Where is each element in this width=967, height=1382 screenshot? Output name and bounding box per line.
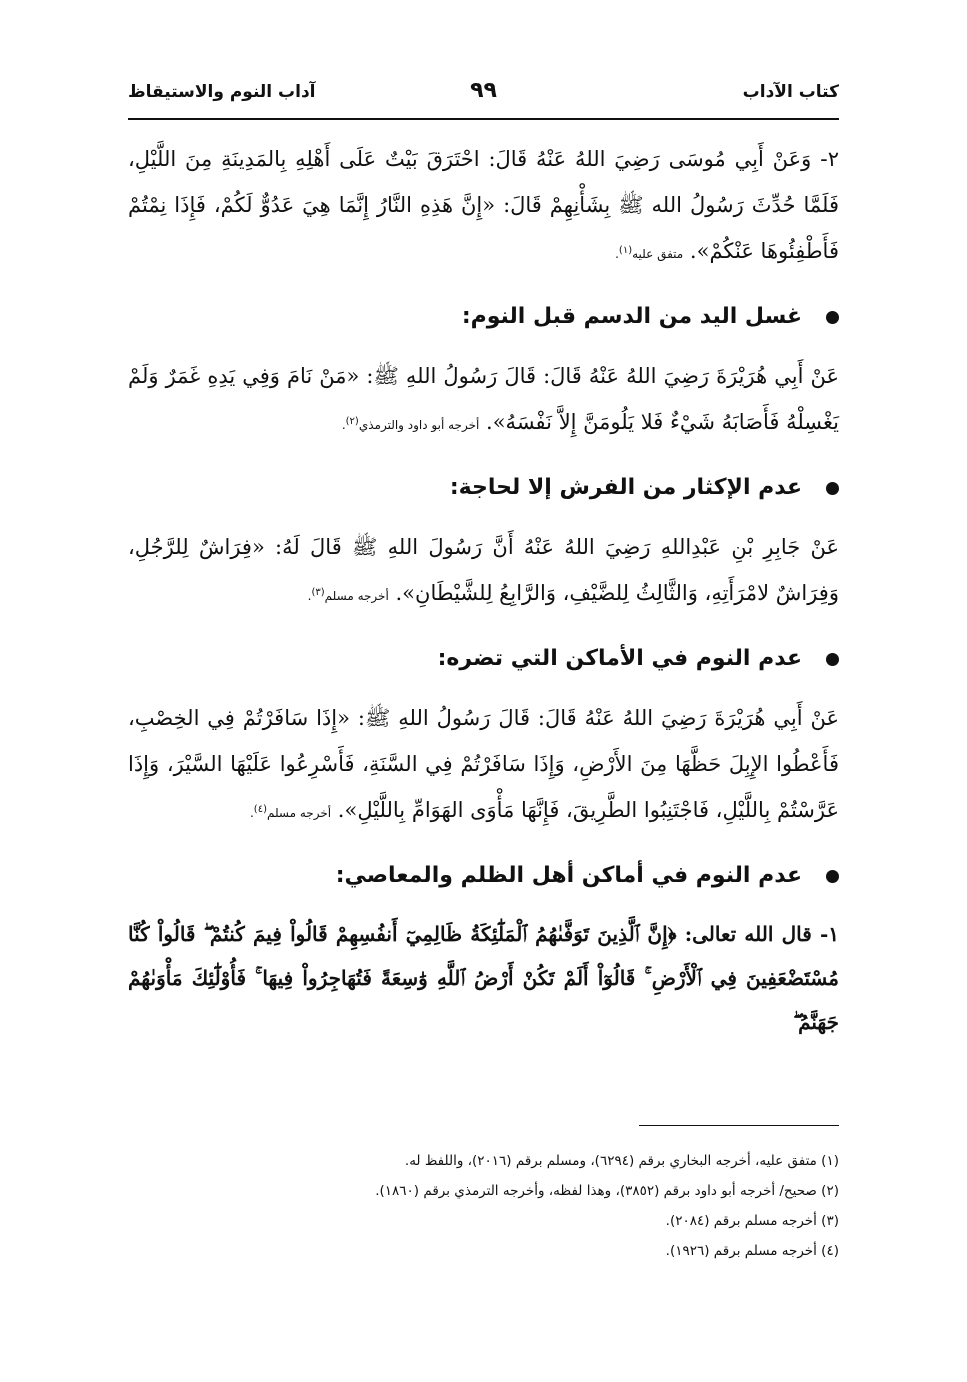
hadith-text: وَعَنْ أَبِي مُوسَى رَضِيَ اللهُ عَنْهُ قَالَ: احْتَرَقَ بَيْتٌ عَلَى أَهْلِهِ بِالمَدِينَةِ مِنَ اللَّيْلِ، فَلَمَّا حُدِّثَ رَسُولُ الله ﷺ بِشَأْنِهِمْ قَالَ: «إِنَّ هَذِهِ النَّارُ إِنَّمَا هِيَ عَدُوٌّ لَكُمْ، فَإِذَا نِمْتُمْ فَأَطْفِئُوهَا عَنْكُمْ». — [128, 147, 839, 263]
bullet-icon — [826, 870, 839, 883]
hadith-source: أخرجه أبو داود والترمذي$^{(٢)}$. — [341, 416, 480, 432]
footnote-ref: (٣) — [311, 587, 325, 598]
footnote-ref: (٢) — [345, 416, 359, 427]
verse-text: ﴿إِنَّ ٱلَّذِينَ تَوَفَّىٰهُمُ ٱلْمَلَٰٓئِكَةُ ظَالِمِيٓ أَنفُسِهِمْ قَالُواْ فِيمَ كُنتُمْ ۖ قَالُواْ كُنَّا مُسْتَضْعَفِينَ فِي ٱلْأَرْضِ ۚ قَالُوٓاْ أَلَمْ تَكُنْ أَرْضُ ٱللَّهِ وَٰسِعَةً فَتُهَاجِرُواْ فِيهَا ۚ فَأُوْلَٰٓئِكَ مَأْوَىٰهُمْ جَهَنَّمُ ۖ — [128, 922, 839, 1034]
hadith-2 — [128, 136, 839, 277]
section-heading: عدم النوم في أماكن أهل الظلم والمعاصي: — [128, 856, 839, 896]
page-header — [128, 78, 839, 120]
page-number: ٩٩ — [470, 78, 497, 103]
chapter-title: آداب النوم والاستيقاظ — [128, 82, 316, 102]
hadith-text: عَنْ جَابِرِ بْنِ عَبْدِاللهِ رَضِيَ اللهُ عَنْهُ أَنَّ رَسُولَ اللهِ ﷺ قَالَ لَهُ: «فِرَاشٌ لِلرَّجُلِ، وَفِرَاشٌ لامْرَأَتِهِ، وَالثَّالِثُ لِلضَّيْفِ، وَالرَّابِعُ لِلشَّيْطَانِ». أخرجه مسلم$^{(٣)}$. — [128, 535, 839, 605]
footnote: (٢) صحيح/ أخرجه أبو داود برقم (٣٨٥٢)، وهذا لفظه، وأخرجه الترمذي برقم (١٨٦٠). — [375, 1183, 839, 1199]
bullet-icon — [826, 311, 839, 324]
section-heading: عدم النوم في الأماكن التي تضره: — [128, 639, 839, 679]
hadith-number: ٢- — [820, 147, 839, 171]
bullet-icon — [826, 482, 839, 495]
book-title: كتاب الآداب — [742, 82, 839, 102]
hadith-source: أخرجه مسلم$^{(٣)}$. — [307, 587, 389, 603]
footnote-ref: (١) — [618, 245, 633, 256]
footnotes — [128, 1146, 839, 1266]
hadith-text: عَنْ أَبِي هُرَيْرَةَ رَضِيَ اللهُ عَنْهُ قَالَ: قَالَ رَسُولُ اللهِ ﷺ: «مَنْ نَامَ وَفِي يَدِهِ غَمَرٌ وَلَمْ يَغْسِلْهُ فَأَصَابَهُ شَيْءٌ فَلا يَلُومَنَّ إِلاَّ نَفْسَهُ». أخرجه أبو داود والترمذي$^{(٢)}$. — [128, 364, 839, 434]
quran-verse — [128, 912, 839, 1044]
footnote-divider — [639, 1125, 839, 1126]
item-number: ١- — [819, 922, 840, 946]
hadith-text: عَنْ أَبِي هُرَيْرَةَ رَضِيَ اللهُ عَنْهُ قَالَ: قَالَ رَسُولُ اللهِ ﷺ: «إِذَا سَافَرْتُمْ فِي الخِصْبِ، فَأَعْطُوا الإِبِلَ حَظَّهَا مِنَ الأَرْضِ، وَإِذَا سَافَرْتُمْ فِي السَّنَةِ، فَأَسْرِعُوا عَلَيْهَا السَّيْرَ، وَإِذَا عَرَّسْتُمْ بِاللَّيْلِ، فَاجْتَنِبُوا الطَّرِيقَ، فَإِنَّهَا مَأْوَى الهَوَامِّ بِاللَّيْلِ». أخرجه مسلم$^{(٤)}$. — [128, 706, 839, 822]
page-body — [128, 136, 839, 1044]
section-heading: غسل اليد من الدسم قبل النوم: — [128, 297, 839, 337]
footnote: (٣) أخرجه مسلم برقم (٢٠٨٤). — [665, 1213, 839, 1229]
bullet-icon — [826, 653, 839, 666]
section-heading: عدم الإكثار من الفرش إلا لحاجة: — [128, 468, 839, 508]
footnote: (١) متفق عليه، أخرجه البخاري برقم (٦٢٩٤)، ومسلم برقم (٢٠١٦)، واللفظ له. — [404, 1153, 839, 1169]
hadith-source: متفق عليه$^{(١)}$. — [615, 245, 684, 261]
verse-intro: قال الله تعالى: — [684, 922, 812, 946]
footnote-ref: (٤) — [253, 804, 267, 815]
footnote: (٤) أخرجه مسلم برقم (١٩٢٦). — [665, 1243, 839, 1259]
hadith-source: أخرجه مسلم$^{(٤)}$. — [249, 804, 332, 820]
